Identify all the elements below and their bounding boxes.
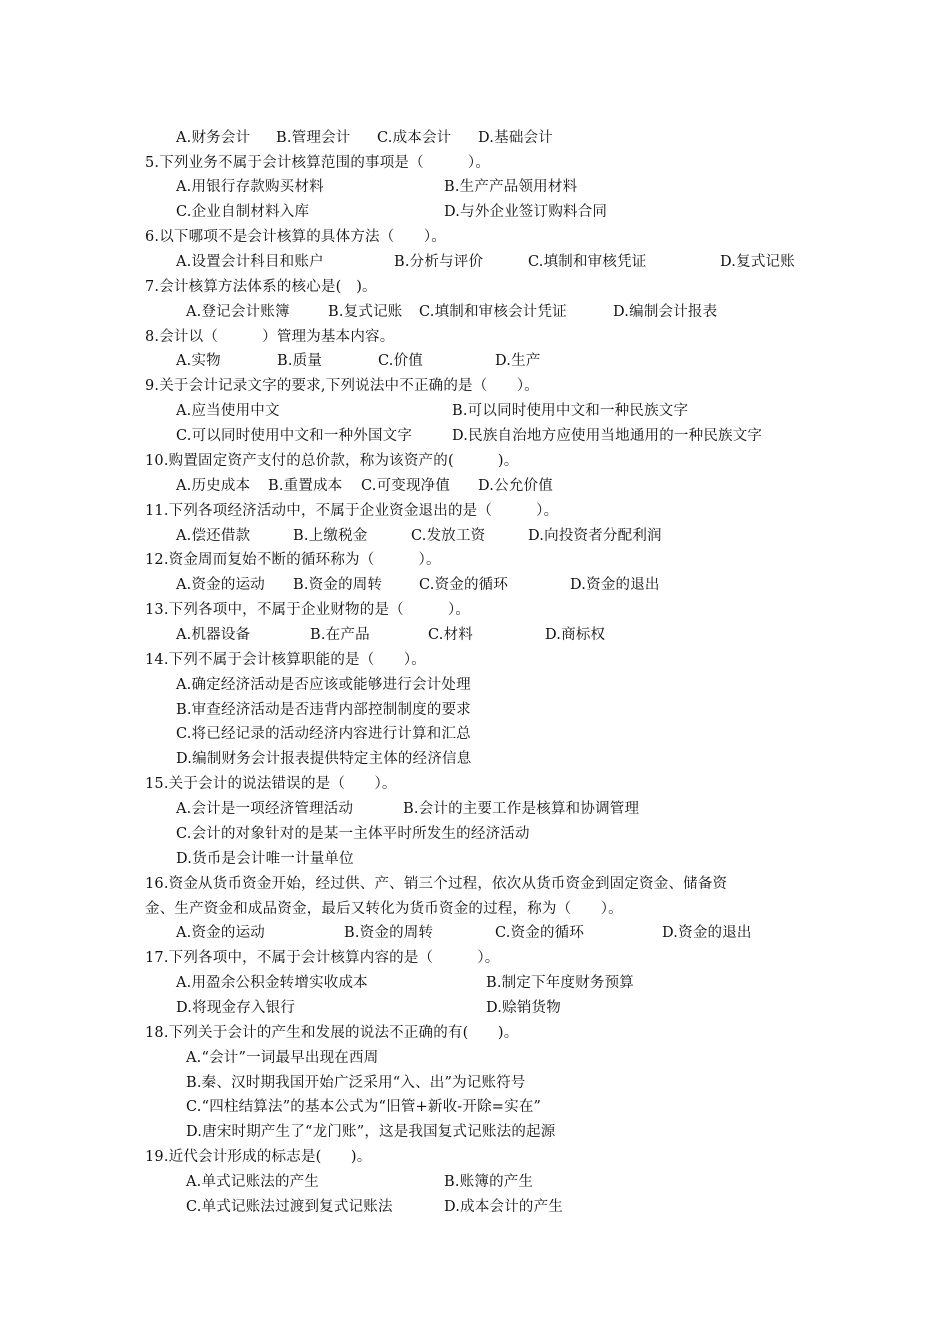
option-a: A.登记会计账簿 xyxy=(186,304,290,320)
option-b: B.重置成本 xyxy=(268,478,343,494)
option-c: C.将已经记录的活动经济内容进行计算和汇总 xyxy=(176,726,471,742)
option-d: D.货币是会计唯一计量单位 xyxy=(176,851,354,867)
question-stem: 14.下列不属于会计核算职能的是（ ）。 xyxy=(145,652,427,668)
option-d: D.复式记账 xyxy=(720,254,795,270)
option-d: D.与外企业签订购料合同 xyxy=(444,204,608,220)
option-b: B.会计的主要工作是核算和协调管理 xyxy=(403,801,640,817)
option-a: A.财务会计 xyxy=(176,130,251,146)
option-c: C.成本会计 xyxy=(377,130,452,146)
option-d: D.商标权 xyxy=(545,627,606,643)
option-d: D.唐宋时期产生了“龙门账”，这是我国复式记账法的起源 xyxy=(186,1124,556,1140)
option-a: A.应当使用中文 xyxy=(176,403,280,419)
option-a: A.资金的运动 xyxy=(176,925,265,941)
option-b: B.生产产品领用材料 xyxy=(444,179,578,195)
option-d: D.民族自治地方应使用当地通用的一种民族文字 xyxy=(452,428,763,444)
option-b: B.账簿的产生 xyxy=(444,1174,534,1190)
question-stem: 12.资金周而复始不断的循环称为（ ）。 xyxy=(145,552,441,568)
option-d: D.生产 xyxy=(495,353,541,369)
option-d: D.公允价值 xyxy=(478,478,553,494)
option-a: A.偿还借款 xyxy=(176,528,251,544)
option-d: D.向投资者分配利润 xyxy=(528,528,662,544)
option-c: C.可变现净值 xyxy=(361,478,451,494)
option-b: B.可以同时使用中文和一种民族文字 xyxy=(452,403,689,419)
option-b: B.在产品 xyxy=(310,627,370,643)
question-stem: 11.下列各项经济活动中，不属于企业资金退出的是（ ）。 xyxy=(145,503,559,519)
option-b: B.秦、汉时期我国开始广泛采用“入、出”为记账符号 xyxy=(186,1075,526,1091)
question-stem: 7.会计核算方法体系的核心是( )。 xyxy=(145,279,377,295)
option-a: A.资金的运动 xyxy=(176,577,265,593)
option-c: C.可以同时使用中文和一种外国文字 xyxy=(176,428,413,444)
option-b: B.分析与评价 xyxy=(394,254,484,270)
option-c: C.填制和审核会计凭证 xyxy=(419,304,567,320)
question-stem: 5.下列业务不属于会计核算范围的事项是（ ）。 xyxy=(145,155,491,171)
option-d: D.编制会计报表 xyxy=(613,304,718,320)
option-a: A.确定经济活动是否应该或能够进行会计处理 xyxy=(176,677,471,693)
option-b: B.上缴税金 xyxy=(293,528,368,544)
question-stem: 8.会计以（ ）管理为基本内容。 xyxy=(145,329,395,345)
question-stem-continued: 金、生产资金和成品资金，最后又转化为货币资金的过程，称为（ ）。 xyxy=(145,901,623,917)
option-c: C.企业自制材料入库 xyxy=(176,204,310,220)
option-b: B.管理会计 xyxy=(276,130,351,146)
option-d: D.资金的退出 xyxy=(662,925,752,941)
question-stem: 10.购置固定资产支付的总价款，称为该资产的( )。 xyxy=(145,453,519,469)
option-c: C.资金的循环 xyxy=(419,577,509,593)
option-c: C.材料 xyxy=(428,627,473,643)
question-stem: 18.下列关于会计的产生和发展的说法不正确的有( )。 xyxy=(145,1025,519,1041)
question-stem: 17.下列各项中，不属于会计核算内容的是（ ）。 xyxy=(145,950,500,966)
option-d: D.成本会计的产生 xyxy=(444,1199,564,1215)
option-a: A.机器设备 xyxy=(176,627,251,643)
question-stem: 9.关于会计记录文字的要求,下列说法中不正确的是（ ）。 xyxy=(145,378,539,394)
option-b: B.质量 xyxy=(277,353,323,369)
option-a: A.用银行存款购买材料 xyxy=(176,179,324,195)
option-c: C.价值 xyxy=(378,353,423,369)
question-stem: 6.以下哪项不是会计核算的具体方法（ ）。 xyxy=(145,229,446,245)
option-b: B.审查经济活动是否违背内部控制制度的要求 xyxy=(176,702,471,718)
option-a: A.设置会计科目和账户 xyxy=(176,254,324,270)
option-a: A.实物 xyxy=(176,353,221,369)
option-c: C.发放工资 xyxy=(411,528,486,544)
question-stem: 16.资金从货币资金开始，经过供、产、销三个过程，依次从货币资金到固定资金、储备资 xyxy=(145,876,728,892)
option-c: C.资金的循环 xyxy=(495,925,585,941)
option-a: A.会计是一项经济管理活动 xyxy=(176,801,354,817)
option-b: B.复式记账 xyxy=(328,304,403,320)
option-b: B.资金的周转 xyxy=(344,925,434,941)
option-d: D.基础会计 xyxy=(478,130,553,146)
question-stem: 15.关于会计的说法错误的是（ ）。 xyxy=(145,776,397,792)
option-c: D.将现金存入银行 xyxy=(176,1000,296,1016)
option-d: D.资金的退出 xyxy=(570,577,660,593)
option-d: D.赊销货物 xyxy=(486,1000,561,1016)
option-b: B.资金的周转 xyxy=(293,577,383,593)
option-a: A.单式记账法的产生 xyxy=(186,1174,320,1190)
option-a: A.历史成本 xyxy=(176,478,251,494)
option-a: A.用盈余公积金转增实收成本 xyxy=(176,975,368,991)
option-a: A.“会计”一词最早出现在西周 xyxy=(186,1050,379,1066)
option-c: C.单式记账法过渡到复式记账法 xyxy=(186,1199,393,1215)
option-d: D.编制财务会计报表提供特定主体的经济信息 xyxy=(176,751,472,767)
question-stem: 13.下列各项中，不属于企业财物的是（ ）。 xyxy=(145,602,471,618)
question-stem: 19.近代会计形成的标志是( )。 xyxy=(145,1149,372,1165)
option-c: C.会计的对象针对的是某一主体平时所发生的经济活动 xyxy=(176,826,530,842)
option-c: C.“四柱结算法”的基本公式为“旧管+新收-开除=实在” xyxy=(186,1099,542,1115)
option-c: C.填制和审核凭证 xyxy=(528,254,647,270)
option-b: B.制定下年度财务预算 xyxy=(486,975,634,991)
